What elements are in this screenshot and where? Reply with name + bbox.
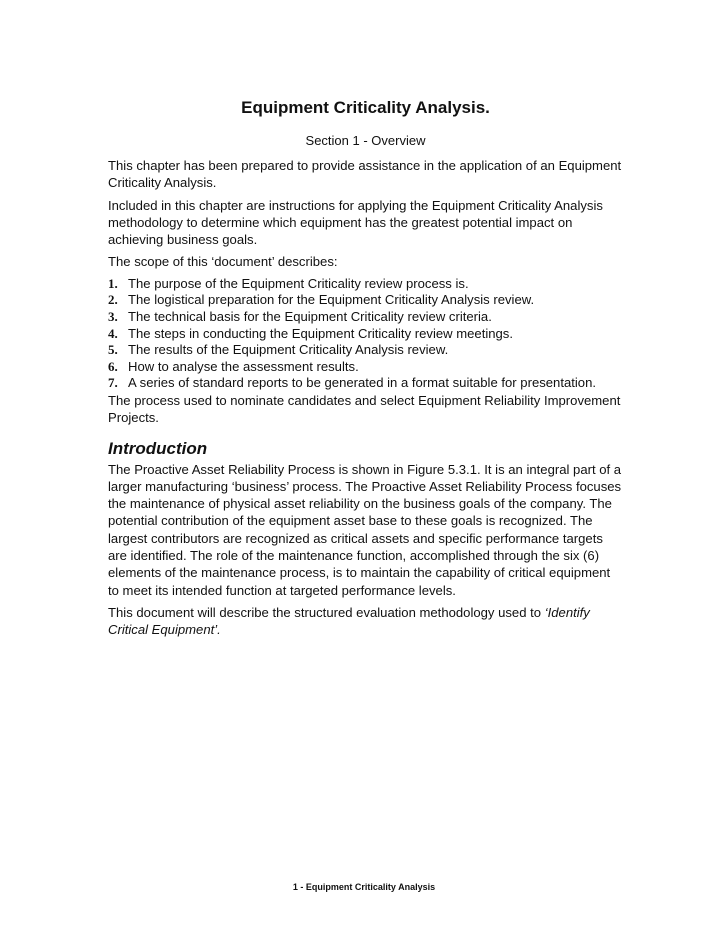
list-item	[108, 276, 623, 293]
list-item	[108, 375, 623, 392]
list-item-text: The technical basis for the Equipment Criticality review criteria.	[128, 308, 492, 324]
process-paragraph: The process used to nominate candidates and select Equipment Reliability Improvement Projects.	[108, 392, 621, 426]
list-item	[108, 326, 623, 343]
document-title: Equipment Criticality Analysis.	[241, 98, 490, 117]
closing-text: This document will describe the structured evaluation methodology used to	[108, 604, 542, 620]
list-item-number: 5.	[108, 342, 118, 358]
list-item	[108, 359, 623, 376]
overview-paragraph-1: This chapter has been prepared to provide assistance in the application of an Equipment Criticality Analysis.	[108, 158, 622, 191]
closing-italic-text: ‘Identify Critical Equipment’.	[108, 604, 590, 638]
list-item-number: 2.	[108, 292, 118, 308]
list-item	[108, 342, 623, 359]
list-item-text: The steps in conducting the Equipment Criticality review meetings.	[128, 325, 513, 341]
page-footer: 1 - Equipment Criticality Analysis	[292, 882, 436, 892]
overview-paragraph-2: Included in this chapter are instructions for applying the Equipment Criticality Analysis methodology to determine which equipment has the greatest potential impact on achieving business goals.	[108, 197, 603, 248]
list-item-number: 3.	[108, 308, 118, 324]
introduction-paragraph: The Proactive Asset Reliability Process is shown in Figure 5.3.1. It is an integral part of a larger manufacturing ‘business’ process. The Proactive Asset Reliability Process focuses the maintenance of physical asset reliability on the business goals of the company. The potential contribution of the equipment asset base to these goals is recognized. The largest contributors are recognized as critical assets and specific performance targets are identified. The role of the maintenance function, accomplished through the six (6) elements of the maintenance process, is to maintain the capability of critical equipment to meet its intended function at targeted performance levels.	[108, 461, 622, 598]
list-item-number: 1.	[108, 275, 118, 291]
list-item-text: How to analyse the assessment results.	[128, 358, 359, 374]
list-item-number: 7.	[108, 375, 118, 391]
list-item-text: The purpose of the Equipment Criticality review process is.	[128, 275, 469, 291]
list-item-text: A series of standard reports to be generated in a format suitable for presentation.	[128, 375, 597, 391]
introduction-heading: Introduction	[108, 438, 208, 458]
list-item-number: 4.	[108, 325, 118, 341]
section-heading: Section 1 - Overview	[305, 133, 426, 148]
list-item-text: The logistical preparation for the Equipment Criticality Analysis review.	[128, 292, 535, 308]
list-item	[108, 292, 623, 309]
scope-intro: The scope of this ‘document’ describes:	[108, 254, 338, 270]
list-item-text: The results of the Equipment Criticality Analysis review.	[128, 342, 449, 358]
list-item	[108, 309, 623, 326]
page-content	[108, 98, 623, 644]
closing-paragraph	[108, 604, 623, 639]
list-item-number: 6.	[108, 358, 118, 374]
scope-list	[108, 276, 623, 392]
